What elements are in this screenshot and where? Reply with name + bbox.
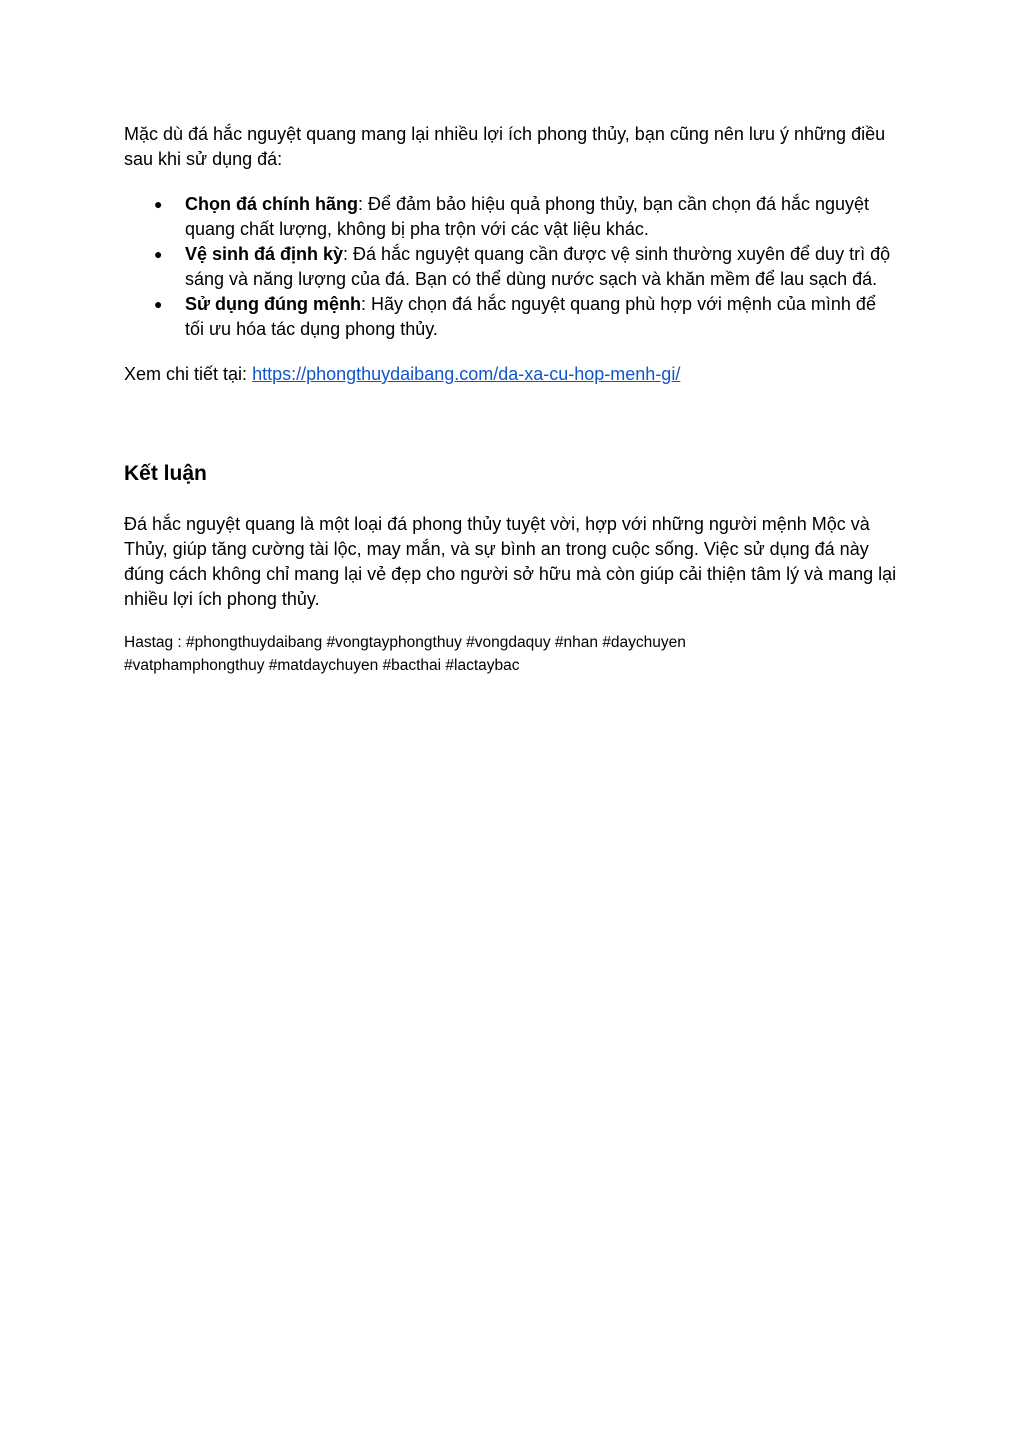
conclusion-heading: Kết luận: [124, 462, 207, 485]
tips-list: [124, 192, 899, 342]
detail-label: Xem chi tiết tại:: [124, 364, 253, 384]
tip-text: : Đá hắc nguyệt quang cần được vệ sinh thường xuyên để duy trì độ sáng và năng lượng của đá. Bạn có thể dùng nước sạch và khăn mềm để lau sạch đá.: [185, 244, 891, 289]
list-item: [124, 192, 899, 242]
list-item: [124, 242, 899, 292]
detail-link[interactable]: https://phongthuydaibang.com/da-xa-cu-hop-menh-gi/: [252, 364, 681, 384]
conclusion-paragraph: Đá hắc nguyệt quang là một loại đá phong thủy tuyệt vời, hợp với những người mệnh Mộc và Thủy, giúp tăng cường tài lộc, may mắn, và sự bình an trong cuộc sống. Việc sử dụng đá này đúng cách không chỉ mang lại vẻ đẹp cho người sở hữu mà còn giúp cải thiện tâm lý và mang lại nhiều lợi ích phong thủy.: [124, 514, 897, 609]
tip-term: Vệ sinh đá định kỳ: [185, 244, 344, 264]
document-body: [124, 122, 899, 677]
bullet-icon: ●: [154, 196, 163, 212]
tip-text: : Để đảm bảo hiệu quả phong thủy, bạn cần chọn đá hắc nguyệt quang chất lượng, không bị pha trộn với các vật liệu khác.: [185, 194, 870, 239]
list-item: [124, 292, 899, 342]
detail-line: [124, 362, 899, 387]
bullet-icon: ●: [154, 296, 163, 312]
hashtags-line: Hastag : #phongthuydaibang #vongtayphongthuy #vongdaquy #nhan #daychuyen #vatphamphongthuy #matdaychuyen #bacthai #lactaybac: [124, 634, 686, 674]
tip-term: Sử dụng đúng mệnh: [185, 294, 362, 314]
bullet-icon: ●: [154, 246, 163, 262]
tip-text: : Hãy chọn đá hắc nguyệt quang phù hợp với mệnh của mình để tối ưu hóa tác dụng phong thủy.: [185, 294, 876, 339]
intro-paragraph: Mặc dù đá hắc nguyệt quang mang lại nhiều lợi ích phong thủy, bạn cũng nên lưu ý những điều sau khi sử dụng đá:: [124, 124, 886, 169]
tip-term: Chọn đá chính hãng: [185, 194, 358, 214]
